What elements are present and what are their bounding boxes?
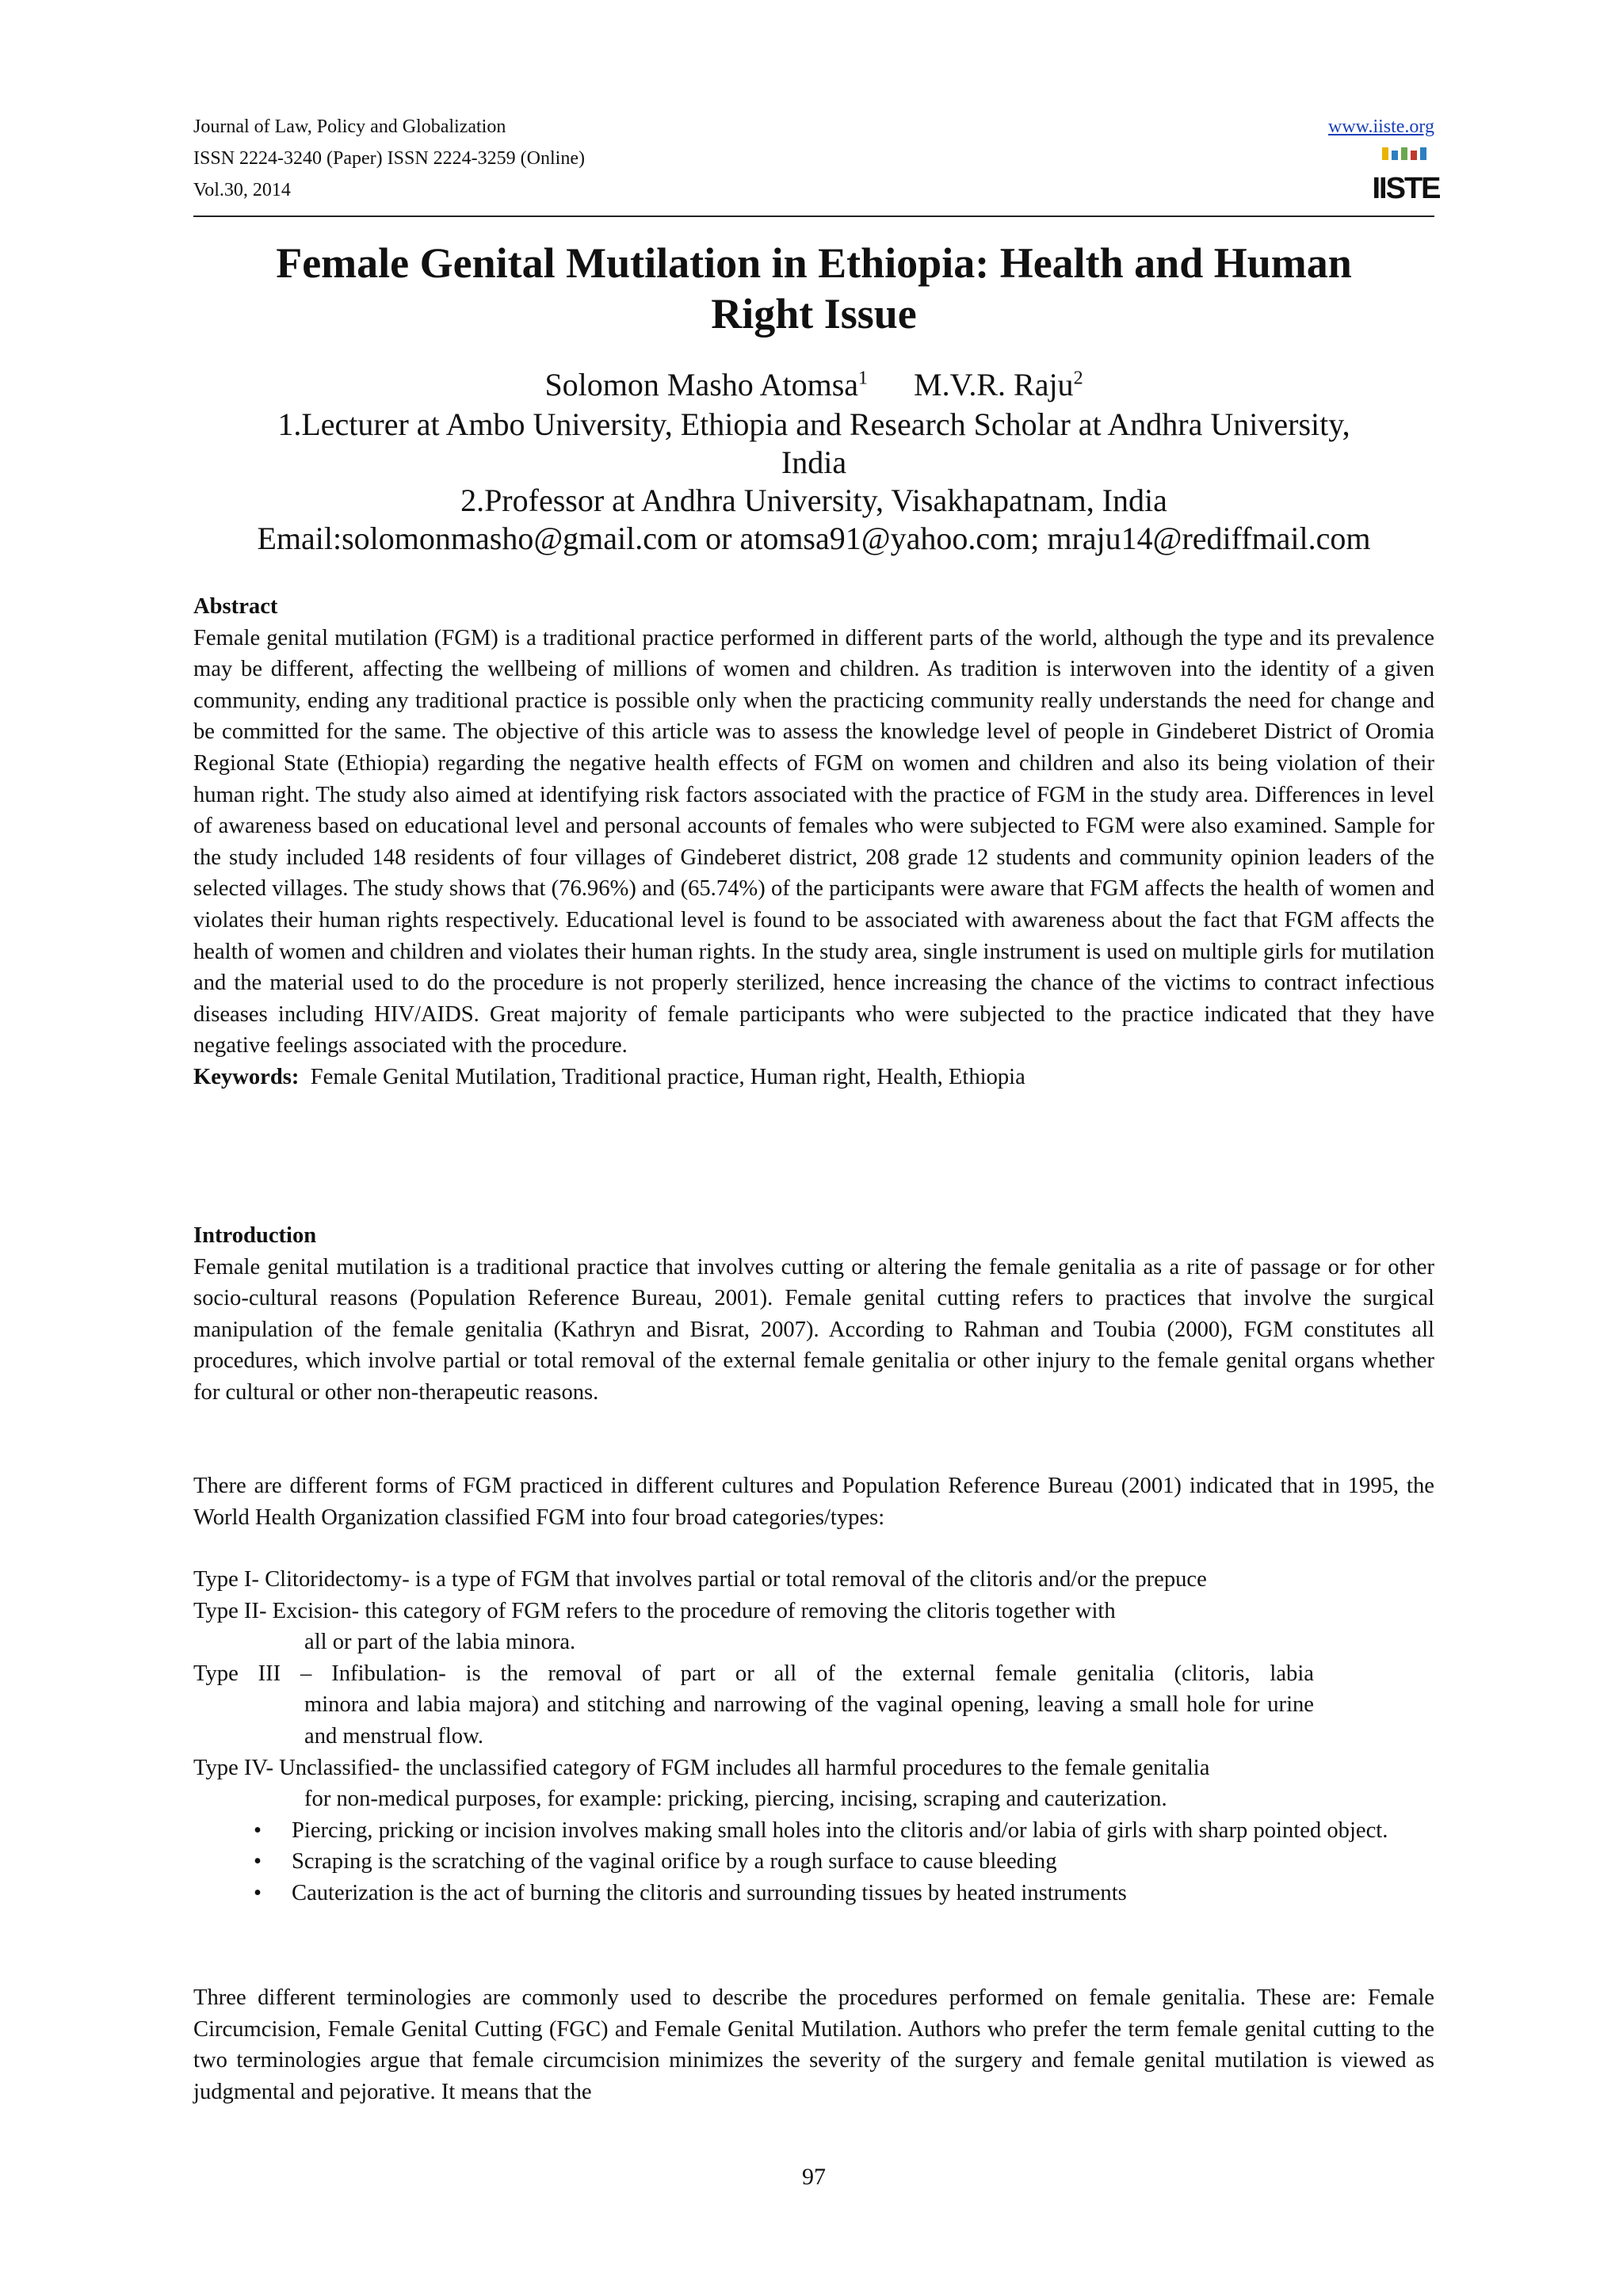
introduction-section — [193, 1220, 1434, 1409]
page-number: 97 — [802, 2164, 826, 2190]
type-2-continuation: all or part of the labia minora. — [304, 1630, 576, 1655]
bullet-icon: • — [254, 1849, 262, 1875]
bullet-icon: • — [254, 1880, 262, 1905]
type-item — [193, 1564, 1434, 1596]
intro-paragraph-2: There are different forms of FGM practiced in different cultures and Population Reference Bureau (2001) indicated that in 1995, the World Health Organization classified FGM into four broad categories/types: — [193, 1474, 1434, 1530]
type-3-text: Type III – Infibulation- is the removal of part or all of the external female genitalia (clitoris, labia — [193, 1661, 1314, 1686]
journal-issn: ISSN 2224-3240 (Paper) ISSN 2224-3259 (Online) — [193, 148, 585, 169]
iiste-logo-icon — [1372, 146, 1440, 206]
affiliation-2: 2.Professor at Andhra University, Visakhapatnam, India — [460, 482, 1167, 518]
header-divider — [193, 215, 1434, 217]
fgm-types-list — [193, 1564, 1434, 1909]
journal-name: Journal of Law, Policy and Globalization — [193, 116, 506, 137]
title-line-1: Female Genital Mutilation in Ethiopia: Health and Human — [276, 239, 1352, 287]
type-2-text: Type II- Excision- this category of FGM refers to the procedure of removing the clitoris together with — [193, 1598, 1116, 1623]
author-1: Solomon Masho Atomsa — [544, 367, 859, 402]
affiliations — [193, 406, 1434, 558]
bullet-text: Scraping is the scratching of the vaginal orifice by a rough surface to cause bleeding — [292, 1849, 1057, 1875]
intro-paragraph-3: Three different terminologies are commonly used to describe the procedures performed on female genitalia. These are: Female Circumcision, Female Genital Cutting (FGC) and Female Genital Mutilation. Authors who prefer the term female genital cutting to the two terminologies argue that female circumcision minimizes the severity of the surgery and female genital mutilation is viewed as judgmental and pejorative. It means that the — [193, 1985, 1434, 2104]
affiliation-1-line-2: India — [781, 444, 847, 480]
author-line — [193, 366, 1434, 404]
type-1-text: Type I- Clitoridectomy- is a type of FGM that involves partial or total removal of the clitoris and/or the prepuce — [193, 1567, 1207, 1592]
journal-volume: Vol.30, 2014 — [193, 180, 291, 200]
type-3-continuation: minora and labia majora) and stitching and narrowing of the vaginal opening, leaving a small hole for urine and menstrual flow. — [304, 1692, 1314, 1749]
bullet-list — [193, 1815, 1434, 1909]
affiliation-1-line-1: 1.Lecturer at Ambo University, Ethiopia and Research Scholar at Andhra University, — [277, 406, 1350, 442]
title-line-2: Right Issue — [711, 290, 917, 338]
type-4-text: Type IV- Unclassified- the unclassified category of FGM includes all harmful procedures to the female genitalia — [193, 1755, 1210, 1780]
abstract-section — [193, 591, 1434, 1093]
introduction-heading: Introduction — [193, 1223, 317, 1248]
list-item — [193, 1878, 1434, 1909]
bullet-text: Piercing, pricking or incision involves making small holes into the clitoris and/or labia of girls with sharp pointed object. — [292, 1817, 1388, 1843]
journal-header — [193, 111, 1440, 212]
intro-paragraph-3-block — [193, 1982, 1434, 2107]
paper-title — [193, 238, 1434, 339]
author-2: M.V.R. Raju — [914, 367, 1074, 402]
bullet-icon: • — [254, 1817, 262, 1843]
keywords-text: Female Genital Mutilation, Traditional practice, Human right, Health, Ethiopia — [310, 1064, 1025, 1089]
abstract-text: Female genital mutilation (FGM) is a traditional practice performed in different parts of the world, although the type and its prevalence may be different, affecting the wellbeing of millions of women and children. As tradition is interwoven into the identity of a given community, ending any traditional practice is possible only when the practicing community really understands the need for change and be committed for the same. The objective of this article was to assess the knowledge level of people in Gindeberet District of Oromia Regional State (Ethiopia) regarding the negative health effects of FGM on women and children and also its being violation of their human right. The study also aimed at identifying risk factors associated with the practice of FGM in the study area. Differences in level of awareness based on educational level and personal accounts of females who were subjected to FGM were also examined. Sample for the study included 148 residents of four villages of Gindeberet district, 208 grade 12 students and community opinion leaders of the selected villages. The study shows that (76.96%) and (65.74%) of the participants were aware that FGM affects the health of women and violates their human rights respectively. Educational level is found to be associated with awareness about the fact that FGM affects the health of women and children and violates their human rights. In the study area, single instrument is used on multiple girls for mutilation and the material used to do the procedure is not properly sterilized, hence increasing the chance of the victims to contract infectious diseases including HIV/AIDS. Great majority of female participants who were subjected to the practice indicated that they have negative feelings associated with the procedure. — [193, 625, 1434, 1058]
intro-paragraph-1: Female genital mutilation is a traditional practice that involves cutting or altering the female genitalia as a rite of passage or for other socio-cultural reasons (Population Reference Bureau, 2001). Female genital cutting refers to practices that involve the surgical manipulation of the female genitalia (Kathryn and Bisrat, 2007). According to Rahman and Toubia (2000), FGM constitutes all procedures, which involve partial or total removal of the external female genitalia or other injury to the female genital organs whether for cultural or other non-therapeutic reasons. — [193, 1254, 1434, 1405]
type-item — [193, 1753, 1434, 1815]
author-1-affil-mark: 1 — [858, 368, 869, 389]
author-emails: Email:solomonmasho@gmail.com or atomsa91@yahoo.com; mraju14@rediffmail.com — [257, 521, 1371, 556]
list-item — [193, 1815, 1434, 1847]
intro-paragraph-2-block — [193, 1470, 1434, 1533]
logo-lettering: IISTE — [1372, 172, 1440, 205]
abstract-heading: Abstract — [193, 594, 278, 619]
keywords-line — [193, 1062, 1434, 1093]
author-2-affil-mark: 2 — [1073, 368, 1083, 389]
keywords-label: Keywords: — [193, 1064, 300, 1089]
list-item — [193, 1846, 1434, 1878]
bullet-text: Cauterization is the act of burning the clitoris and surrounding tissues by heated instruments — [292, 1880, 1127, 1905]
journal-url-link[interactable]: www.iiste.org — [1328, 116, 1434, 137]
type-item — [193, 1658, 1314, 1753]
type-4-continuation: for non-medical purposes, for example: pricking, piercing, incising, scraping and cauterization. — [304, 1787, 1167, 1812]
type-item — [193, 1596, 1314, 1658]
